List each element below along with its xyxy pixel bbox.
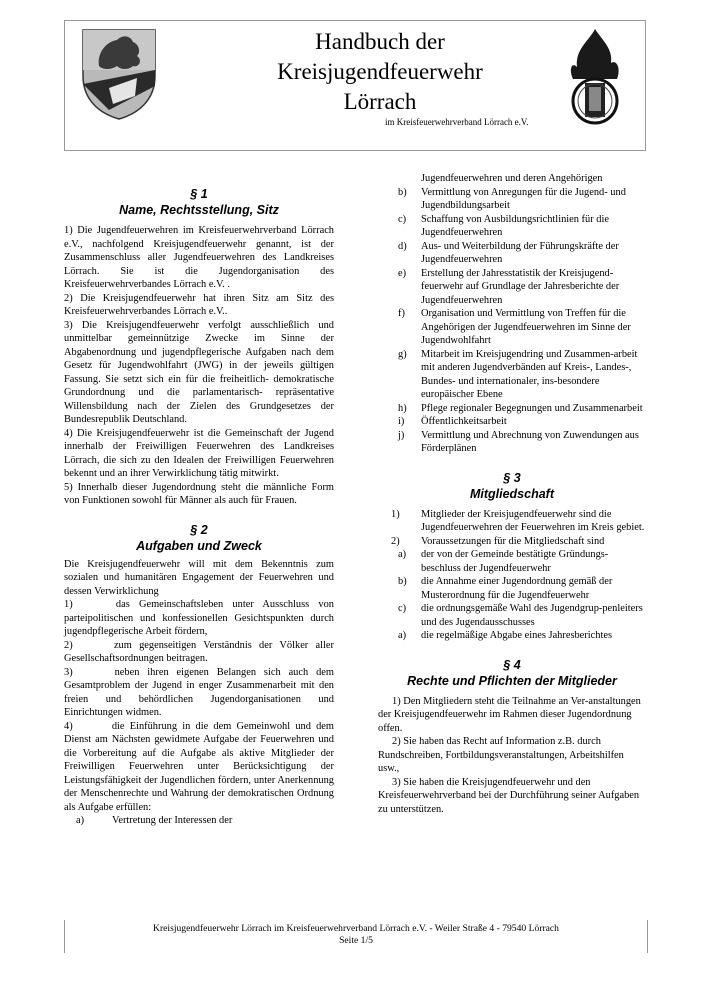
section-2-subitem-e-text: Erstellung der Jahresstatistik der Kreisjugend-feuerwehr auf Grundlage der Jahresberichte der Jugendfeuerwehren (421, 267, 620, 306)
section-3-subitem-a-label: a) (398, 549, 407, 560)
section-2-subitem-c (378, 213, 646, 240)
section-3-subitem-b-label: b) (398, 576, 407, 587)
section-2-subitem-g-text: Mitarbeit im Kreisjugendring und Zusammen-arbeit mit anderen Jugendverbänden auf Kreis-, Landes-, Bundes- und internationaler, ins-besondere europäischer Ebene (421, 348, 638, 400)
youth-fire-brigade-emblem (559, 25, 631, 135)
section-2-item-4-text: die Einführung in die dem Gemeinwohl und dem Dienst am Nächsten gewidmete Aufgabe der Feuerwehren und die Vorbereitung auf die Aufgabe als aktive Mitglieder der Freiwilligen Feuerwehren unter Berücksichtigung der Leistungsfähigkeit der Jugendlichen fördern, unter Anerkennung der Menschenrechte und Wahrung der demokratischen Ordnung als Aufgabe erfüllen: (64, 720, 334, 813)
section-2-subitem-f-label: f) (398, 308, 405, 319)
section-1-paragraph-3: 3) Die Kreisjugendfeuerwehr verfolgt ausschließlich und unmittelbar gemeinnützige Zwecke im Sinne der Abgabenordnung und jugendpflegerische Aufgaben nach dem Gesetz für Jugendwohlfahrt (JWG) in der jeweils gültigen Fassung. Sie setzt sich ein für die freiheitlich- demokratische Grundordnung und die parlamentarisch- repräsentative Willensbildung nach der Zielen des Grundgesetzes der Bundesrepublik Deutschland. (64, 319, 334, 425)
section-2-subitem-a-text: Vertretung der Interessen der (112, 815, 233, 826)
page-footer (64, 920, 648, 953)
section-1-number: § 1 (190, 187, 208, 201)
handbook-subtitle: im Kreisfeuerwehrverband Lörrach e.V. (385, 117, 529, 127)
section-3-item-2 (378, 535, 646, 549)
section-2-subitem-d (378, 240, 646, 267)
section-2-subitem-h-text: Pflege regionaler Begegnungen und Zusammenarbeit (421, 402, 643, 414)
section-1-paragraph-4: 4) Die Kreisjugendfeuerwehr ist die Gemeinschaft der Jugend innerhalb der Freiwilligen Feuerwehren des Landkreises Lörrach, die sich zu den Idealen der Freiwilligen Feuerwehren bekennt und an ihrer Verwirklichung tätig mitwirkt. (64, 427, 334, 479)
coat-of-arms-logo (79, 26, 159, 121)
section-3-item-1-text: Mitglieder der Kreisjugendfeuerwehr sind die Jugendfeuerwehren der Feuerwehren im Kreis gebiet. (421, 508, 645, 533)
section-2-subitem-d-label: d) (398, 240, 407, 252)
section-2-subitem-j (378, 429, 646, 456)
section-2-subitem-b-label: b) (398, 186, 407, 198)
section-2-subitem-j-label: j) (398, 429, 405, 441)
section-2-item-1-text: das Gemeinschaftsleben unter Ausschluss von parteipolitischen und konfessionellen Gesichtspunkten durch jugendpflegerische Arbeit fördern, (64, 599, 334, 637)
section-3-subitem-b (378, 575, 646, 602)
section-3-item-1-label: 1) (391, 508, 400, 520)
footer-address: Kreisjugendfeuerwehr Lörrach im Kreisfeuerwehrverband Lörrach e.V. - Weiler Straße 4 - 79540 Lörrach (153, 923, 559, 934)
section-4-paragraph-3: 3) Sie haben die Kreisjugendfeuerwehr und den Kreisfeuerwehrverband bei der Durchführung seiner Aufgaben zu unterstützen. (378, 776, 640, 815)
section-2-subitem-i-label: i) (398, 416, 405, 427)
section-3-title: Mitgliedschaft (469, 486, 555, 501)
section-4-number: § 4 (503, 657, 521, 672)
section-3-subitem-d-label: a) (398, 630, 407, 641)
handbook-title-line-3: Lörrach (343, 89, 417, 114)
section-4-paragraph-2: 2) Sie haben das Recht auf Information z.B. durch Rundschreiben, Fortbildungsveranstaltungen, Arbeitshilfen usw., (378, 736, 624, 774)
section-2-item-3-label: 3) (64, 666, 73, 678)
section-2-subitem-e-label: e) (398, 267, 407, 279)
section-2-intro: Die Kreisjugendfeuerwehr will mit dem Bekenntnis zum sozialen und humanitären Engagement der Feuerwehren und dessen Verwirklichung (64, 558, 334, 597)
handbook-title-line-2: Kreisjugendfeuerwehr (277, 59, 483, 84)
section-2-subitem-b-text: Vermittlung von Anregungen für die Jugend- und Jugendbildungsarbeit (421, 186, 626, 211)
section-2-subitem-g-label: g) (398, 348, 407, 360)
section-3-item-1 (378, 508, 646, 535)
section-3-subitem-d (378, 629, 646, 643)
section-2-subitem-a (64, 814, 334, 828)
section-1-paragraph-1: 1) Die Jugendfeuerwehren im Kreisfeuerwehrverband Lörrach e.V., nachfolgend Kreisjugendfeuerwehr genannt, ist der Zusammenschluss aller Jugendfeuerwehren des Landkreises Lörrach. Sie ist die Jugendorganisation des Kreisfeuerwehrverbandes Lörrach e.V. . (64, 225, 334, 290)
section-2-subitem-h-label: h) (398, 402, 407, 414)
section-4-paragraph-1: 1) Den Mitgliedern steht die Teilnahme an Ver-anstaltungen der Kreisjugendfeuerwehr im Rahmen dieser Jugendordnung offen. (378, 695, 641, 734)
section-2-subitem-f (378, 307, 646, 348)
section-2-subitem-a-label: a) (76, 815, 85, 826)
section-1-paragraph-5: 5) Innerhalb dieser Jugendordnung steht die männliche Form von Funktionen sowohl für Männer als auch für Frauen. (64, 481, 334, 506)
section-3-subitem-c (378, 602, 646, 629)
section-2-item-2-label: 2) (64, 639, 73, 651)
section-2-subitem-c-text: Schaffung von Ausbildungsrichtlinien für die Jugendfeuerwehren (421, 213, 609, 238)
section-2-item-2 (64, 639, 334, 666)
section-3-subitem-a (378, 548, 646, 575)
document-header (64, 20, 646, 151)
section-2-item-3 (64, 666, 334, 720)
section-2-item-1 (64, 598, 334, 639)
page-number: Seite 1/5 (339, 935, 373, 946)
section-3-subitem-c-label: c) (398, 603, 407, 614)
section-3-number: § 3 (503, 470, 521, 485)
section-2-subitem-f-text: Organisation und Vermittlung von Treffen für die Angehörigen der Jugendfeuerwehren im Sinne der Jugendwohlfahrt (421, 308, 631, 346)
section-3-subitem-d-text: die regelmäßige Abgabe eines Jahresberichtes (421, 630, 612, 641)
section-1-paragraph-2: 2) Die Kreisjugendfeuerwehr hat ihren Sitz am Sitz des Kreisfeuerwehrverbandes Lörrach e.V.. (64, 292, 334, 317)
section-3-subitem-b-text: die Annahme einer Jugendordnung gemäß der Musterordnung für die Jugendfeuerwehr (421, 576, 613, 601)
section-2-subitem-h (378, 402, 646, 416)
section-2-item-4-label: 4) (64, 720, 73, 732)
section-2-subitem-b (378, 186, 646, 213)
section-2-subitem-a-continued (378, 172, 646, 186)
section-2-item-1-label: 1) (64, 599, 73, 610)
section-2-subitem-a-continued-text: Jugendfeuerwehren und deren Angehörigen (421, 173, 603, 184)
section-2-subitem-c-label: c) (398, 213, 407, 225)
section-2-number: § 2 (190, 522, 208, 537)
section-2-subitem-d-text: Aus- und Weiterbildung der Führungskräfte der Jugendfeuerwehren (421, 240, 619, 265)
section-3-subitem-c-text: die ordnungsgemäße Wahl des Jugendgrup-penleiters und des Jugendausschusses (421, 603, 643, 628)
right-column (378, 172, 646, 816)
section-2-subitem-e (378, 267, 646, 308)
section-2-item-3-text: neben ihren eigenen Belangen sich auch dem Gesamtproblem der Jugend in enger Zusammenarbeit mit den freien und behördlichen Jugendorganisationen und Einrichtungen widmen. (64, 666, 334, 718)
section-3-subitem-a-text: der von der Gemeinde bestätigte Gründungs-beschluss der Jugendfeuerwehr (421, 549, 609, 574)
section-2-title: Aufgaben und Zweck (136, 538, 262, 553)
section-2-subitem-i-text: Öffentlichkeitsarbeit (421, 416, 507, 427)
section-3-item-2-text: Voraussetzungen für die Mitgliedschaft sind (421, 535, 605, 547)
section-2-subitem-j-text: Vermittlung und Abrechnung von Zuwendungen aus Förderplänen (421, 429, 639, 454)
handbook-title-line-1: Handbuch der (315, 29, 445, 54)
section-2-item-4 (64, 720, 334, 815)
section-2-subitem-i (378, 415, 646, 429)
section-2-subitem-g (378, 348, 646, 402)
left-column (64, 186, 334, 828)
section-4-title: Rechte und Pflichten der Mitglieder (407, 673, 617, 688)
section-3-item-2-label: 2) (391, 535, 400, 547)
section-1-title: Name, Rechtsstellung, Sitz (119, 203, 279, 217)
section-2-item-2-text: zum gegenseitigen Verständnis der Völker aller Gesellschaftsordnungen beitragen. (64, 639, 334, 664)
